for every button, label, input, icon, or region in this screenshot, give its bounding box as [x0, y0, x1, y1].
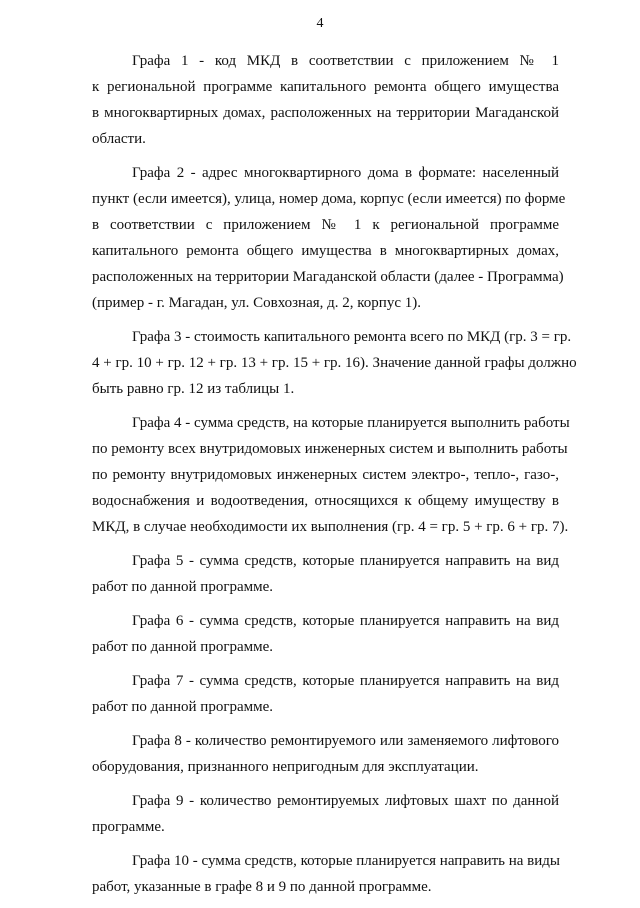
text-line: Графа 9 - количество ремонтируемых лифтовых шахт по данной [132, 793, 559, 809]
text-line: Графа 8 - количество ремонтируемого или заменяемого лифтового [132, 733, 559, 749]
text-line: водоснабжения и водоотведения, относящихся к общему имуществу в [92, 493, 559, 509]
paragraph-grafa-9 [92, 788, 559, 840]
text-line: по ремонту внутридомовых инженерных систем электро-, тепло-, газо-, [92, 467, 559, 483]
text-line: по ремонту всех внутридомовых инженерных систем и выполнить работы [92, 441, 568, 457]
text-line: работ по данной программе. [92, 639, 274, 655]
paragraph-grafa-8 [92, 728, 559, 780]
paragraph-grafa-4 [92, 410, 570, 540]
text-line: МКД, в случае необходимости их выполнения (гр. 4 = гр. 5 + гр. 6 + гр. 7). [92, 519, 569, 535]
paragraph-grafa-3 [92, 324, 577, 402]
paragraph-grafa-1 [92, 48, 559, 152]
text-line: Графа 1 - код МКД в соответствии с приложением № 1 [132, 53, 559, 69]
text-line: расположенных на территории Магаданской области (далее - Программа) [92, 269, 564, 285]
text-line: работ по данной программе. [92, 579, 274, 595]
text-line: к региональной программе капитального ремонта общего имущества [92, 79, 559, 95]
text-line: Графа 3 - стоимость капитального ремонта всего по МКД (гр. 3 = гр. [132, 329, 572, 345]
paragraph-grafa-2 [92, 160, 566, 316]
page-number: 4 [316, 16, 324, 31]
paragraph-grafa-5 [92, 548, 559, 600]
text-line: Графа 4 - сумма средств, на которые планируется выполнить работы [132, 415, 570, 431]
text-line: работ, указанные в графе 8 и 9 по данной программе. [92, 879, 432, 895]
text-line: Графа 6 - сумма средств, которые планируется направить на вид [132, 613, 559, 629]
document-body [92, 48, 577, 908]
text-line: 4 + гр. 10 + гр. 12 + гр. 13 + гр. 15 + гр. 16). Значение данной графы должно [92, 355, 577, 371]
text-line: Графа 2 - адрес многоквартирного дома в формате: населенный [132, 165, 559, 181]
text-line: области. [92, 131, 146, 147]
text-line: в соответствии с приложением № 1 к региональной программе [92, 217, 559, 233]
paragraph-grafa-7 [92, 668, 559, 720]
text-line: программе. [92, 819, 165, 835]
text-line: в многоквартирных домах, расположенных на территории Магаданской [92, 105, 559, 121]
text-line: капитального ремонта общего имущества в многоквартирных домах, [92, 243, 559, 259]
text-line: Графа 10 - сумма средств, которые планируется направить на виды [132, 853, 560, 869]
text-line: Графа 7 - сумма средств, которые планируется направить на вид [132, 673, 559, 689]
text-line: быть равно гр. 12 из таблицы 1. [92, 381, 295, 397]
text-line: оборудования, признанного непригодным для эксплуатации. [92, 759, 479, 775]
paragraph-grafa-6 [92, 608, 559, 660]
paragraph-grafa-10 [92, 848, 559, 900]
text-line: работ по данной программе. [92, 699, 274, 715]
text-line: Графа 5 - сумма средств, которые планируется направить на вид [132, 553, 559, 569]
text-line: (пример - г. Магадан, ул. Совхозная, д. 2, корпус 1). [92, 295, 421, 311]
text-line: пункт (если имеется), улица, номер дома, корпус (если имеется) по форме [92, 191, 566, 207]
